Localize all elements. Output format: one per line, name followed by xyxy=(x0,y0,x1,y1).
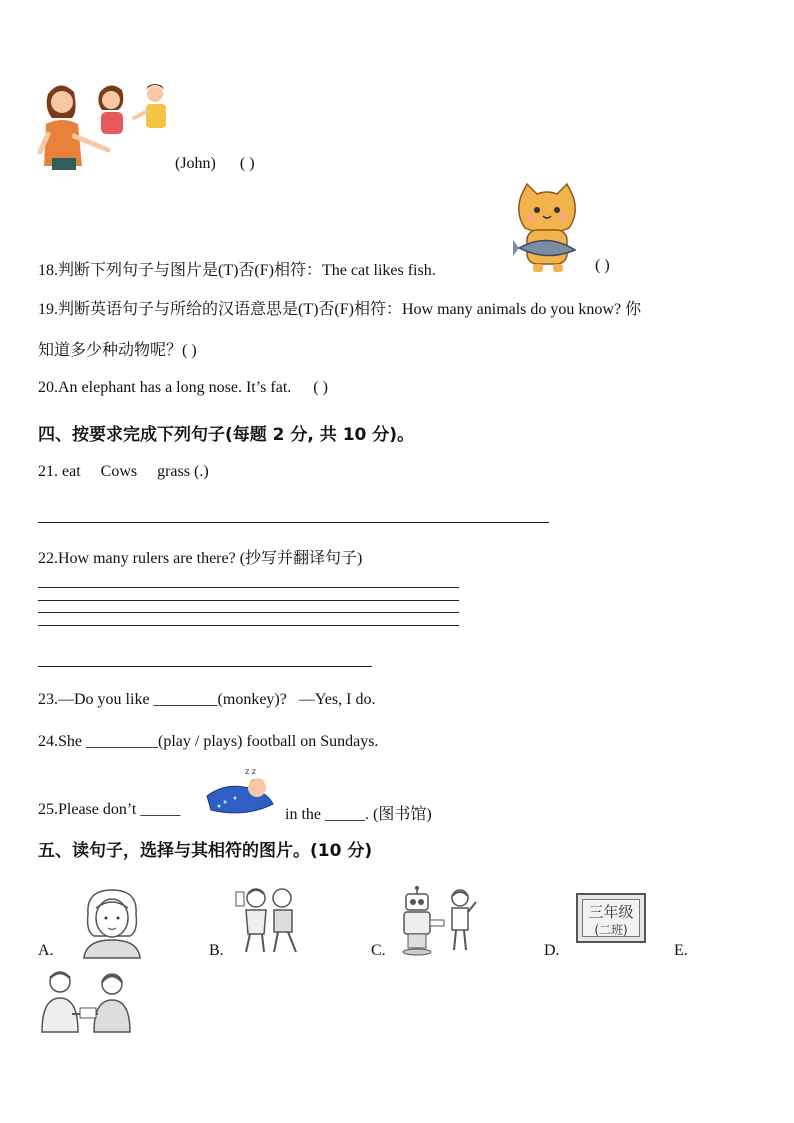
q18-answer-paren[interactable]: ( ) xyxy=(595,257,610,274)
cat-holding-fish-illustration xyxy=(513,184,583,274)
option-e-label: E. xyxy=(674,942,688,959)
option-a-label: A. xyxy=(38,942,54,959)
q23-part1: —Do you like xyxy=(58,691,154,708)
option-d-sign-line1: 三年级 xyxy=(588,903,634,921)
q19-text-line2[interactable]: 知道多少种动物呢？( ) xyxy=(38,342,197,359)
q18-text: 判断下列句子与图片是(T)否(F)相符：The cat likes fish. xyxy=(58,262,436,279)
sleeping-child-illustration xyxy=(205,768,275,818)
q22-text: How many rulers are there? (抄写并翻译句子) xyxy=(58,550,363,567)
q20-number: 20. xyxy=(38,379,58,396)
q18-number: 18. xyxy=(38,262,58,279)
q22-writing-line-1[interactable] xyxy=(38,587,459,588)
option-c-label: C. xyxy=(371,942,386,959)
svg-text:z z: z z xyxy=(245,767,256,776)
q21-words: eat Cows grass (.) xyxy=(62,463,209,480)
q22-writing-line-4[interactable] xyxy=(38,625,459,626)
q19-text-line1: 判断英语句子与所给的汉语意思是(T)否(F)相符：How many animals do you know? 你 xyxy=(58,301,642,318)
q23-number: 23. xyxy=(38,691,58,708)
option-b-children-picture[interactable] xyxy=(234,886,304,956)
q25-blank1[interactable]: _____ xyxy=(140,801,181,818)
q24-blank[interactable]: _________ xyxy=(86,733,158,750)
q20-answer-paren[interactable]: ( ) xyxy=(313,379,328,396)
q23-blank[interactable]: ________ xyxy=(153,691,218,708)
section4-heading: 四、按要求完成下列句子(每题 2 分, 共 10 分)。 xyxy=(38,425,415,445)
q17-answer-paren[interactable]: ( ) xyxy=(239,155,255,172)
q21-answer-line[interactable] xyxy=(38,522,549,523)
q21-number: 21. xyxy=(38,463,58,480)
q25-part2: in the xyxy=(281,806,325,823)
q22-translation-line[interactable] xyxy=(38,666,372,667)
q22-writing-line-3[interactable] xyxy=(38,612,459,613)
q22-number: 22. xyxy=(38,550,58,567)
q17-name-hint: (John) xyxy=(175,155,216,172)
option-a-woman-picture[interactable] xyxy=(72,888,152,958)
q25-blank2[interactable]: _____ xyxy=(325,806,365,823)
option-c-robot-boy-picture[interactable] xyxy=(396,886,478,956)
q25-number: 25. xyxy=(38,801,58,818)
option-d-class-sign[interactable] xyxy=(576,893,646,943)
option-d-label: D. xyxy=(544,942,560,959)
q22-writing-line-2[interactable] xyxy=(38,600,459,601)
q24-part1: She xyxy=(58,733,86,750)
option-d-sign-line2: (二班) xyxy=(594,923,628,937)
option-b-label: B. xyxy=(209,942,224,959)
q24-part2: (play / plays) football on Sundays. xyxy=(158,733,379,750)
section5-heading: 五、读句子，选择与其相符的图片。(10 分) xyxy=(38,841,373,861)
q23-part2: (monkey)? —Yes, I do. xyxy=(217,691,376,708)
q20-text: An elephant has a long nose. It’s fat. xyxy=(58,379,292,396)
q24-number: 24. xyxy=(38,733,58,750)
three-people-illustration xyxy=(38,78,178,173)
q25-part1: Please don’t xyxy=(58,801,141,818)
q19-number: 19. xyxy=(38,301,58,318)
q25-part3: . (图书馆) xyxy=(365,806,432,823)
option-e-two-people-picture[interactable] xyxy=(38,970,134,1034)
